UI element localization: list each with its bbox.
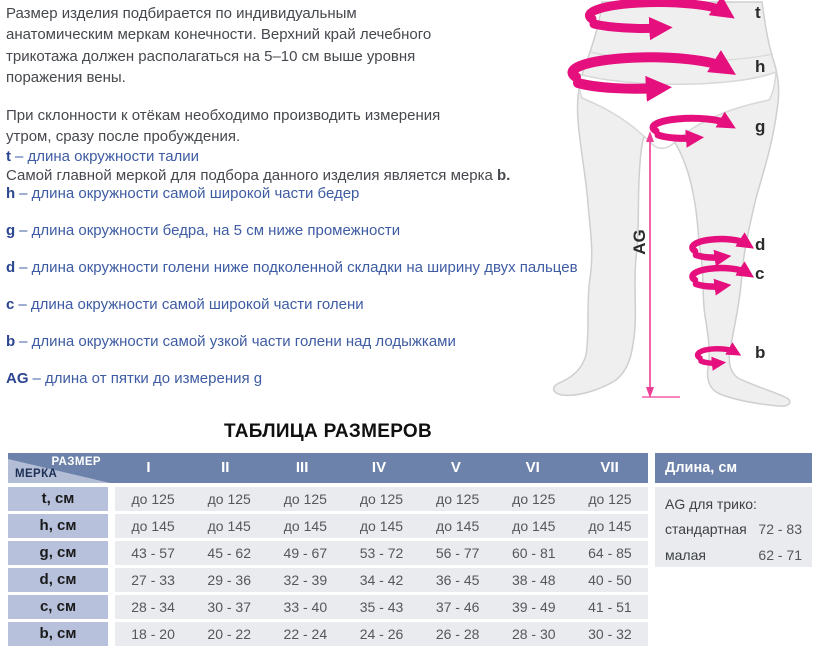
cell: 32 - 39 xyxy=(283,572,328,588)
cell: 30 - 32 xyxy=(588,626,632,642)
table-row-d xyxy=(8,568,648,592)
cell: 53 - 72 xyxy=(359,545,404,561)
column-header-2: II xyxy=(221,459,230,476)
definition-key: AG xyxy=(6,370,29,387)
corner-measure-label: МЕРКА xyxy=(15,468,58,480)
cell: 33 - 40 xyxy=(283,599,328,615)
definition-text: – длина окружности бедра, на 5 см ниже промежности xyxy=(19,222,401,239)
cell: 39 - 49 xyxy=(511,599,556,615)
column-header-6: VI xyxy=(525,459,540,476)
ag-measure-line xyxy=(642,131,680,398)
length-value: 62 - 71 xyxy=(758,547,802,563)
intro-paragraph-1: Размер изделия подбирается по индивидуальным анатомическим меркам конечности. Верхний край лечебного трикотажа должен располагаться на 5–10 см выше уровня поражения вены. xyxy=(6,5,432,86)
cell: 36 - 45 xyxy=(435,572,480,588)
length-row-small xyxy=(665,542,802,568)
cell: 28 - 34 xyxy=(131,599,175,615)
cell: до 145 xyxy=(436,518,480,534)
corner-size-label: РАЗМЕР xyxy=(51,456,101,468)
cell: 56 - 77 xyxy=(435,545,480,561)
row-label: g, см xyxy=(8,541,108,565)
diagram-label-ag: AG xyxy=(630,229,649,255)
definition-key: g xyxy=(6,222,16,239)
legs-measurement-diagram xyxy=(545,0,820,415)
definition-text: – длина от пятки до измерения g xyxy=(32,370,263,387)
definition-text: – длина окружности самой широкой части голени xyxy=(18,296,364,313)
row-values xyxy=(115,487,648,511)
highlight-key: b. xyxy=(496,166,511,184)
cell: 20 - 22 xyxy=(207,626,251,642)
table-row-h xyxy=(8,514,648,538)
definition-text: – длина окружности талии xyxy=(15,148,200,165)
diagram-label-d: d xyxy=(755,235,766,254)
cell: 45 - 62 xyxy=(207,545,251,561)
table-row-g xyxy=(8,541,648,565)
intro-paragraph-2: При склонности к отёкам необходимо производить измерения утром, сразу после пробуждения. xyxy=(6,107,441,146)
cell: 34 - 42 xyxy=(359,572,404,588)
cell: 60 - 81 xyxy=(511,545,556,561)
cell: 30 - 37 xyxy=(207,599,251,615)
cell: до 125 xyxy=(283,491,327,507)
cell: 28 - 30 xyxy=(511,626,556,642)
cell: 24 - 26 xyxy=(359,626,404,642)
cell: 37 - 46 xyxy=(435,599,480,615)
diagram-label-g: g xyxy=(755,117,766,136)
length-label: стандартная xyxy=(665,521,747,537)
table-row-t xyxy=(8,487,648,511)
cell: до 145 xyxy=(283,518,327,534)
cell: до 125 xyxy=(131,491,175,507)
length-panel-title: AG для трико: xyxy=(665,496,757,512)
diagram-label-h: h xyxy=(755,57,766,76)
cell: до 125 xyxy=(588,491,632,507)
highlight-text: Самой главной меркой для подбора данного изделия является мерка xyxy=(6,166,497,184)
column-header-5: V xyxy=(450,459,461,476)
cell: 29 - 36 xyxy=(207,572,251,588)
row-label: t, см xyxy=(8,487,108,511)
row-values xyxy=(115,541,648,565)
row-label: c, см xyxy=(8,595,108,619)
size-table-title: ТАБЛИЦА РАЗМЕРОВ xyxy=(223,421,433,442)
cell: 27 - 33 xyxy=(131,572,175,588)
definition-key: c xyxy=(6,296,15,313)
cell: 26 - 28 xyxy=(435,626,480,642)
definition-key: h xyxy=(6,185,16,202)
row-values xyxy=(115,595,648,619)
row-label: b, см xyxy=(8,622,108,646)
length-row-standard xyxy=(665,516,802,542)
length-value: 72 - 83 xyxy=(758,521,802,537)
cell: до 125 xyxy=(436,491,480,507)
length-label: малая xyxy=(665,547,706,563)
cell: 18 - 20 xyxy=(131,626,175,642)
row-label: h, см xyxy=(8,514,108,538)
cell: 38 - 48 xyxy=(511,572,556,588)
length-panel-body xyxy=(655,487,812,567)
definition-key: d xyxy=(6,259,16,276)
cell: 40 - 50 xyxy=(588,572,632,588)
header-corner-cell xyxy=(8,453,110,483)
diagram-label-t: t xyxy=(755,3,761,22)
size-table-header xyxy=(8,453,648,483)
cell: 35 - 43 xyxy=(359,599,404,615)
column-header-4: IV xyxy=(371,459,387,476)
table-row-b xyxy=(8,622,648,646)
table-row-c xyxy=(8,595,648,619)
cell: 49 - 67 xyxy=(283,545,328,561)
size-table-body xyxy=(8,487,648,649)
row-values xyxy=(115,622,648,646)
row-values xyxy=(115,514,648,538)
size-column-headers xyxy=(110,453,648,483)
cell: 43 - 57 xyxy=(131,545,175,561)
definition-text: – длина окружности самой широкой части бедер xyxy=(19,185,360,202)
cell: до 125 xyxy=(359,491,404,507)
cell: до 125 xyxy=(512,491,556,507)
cell: 41 - 51 xyxy=(588,599,632,615)
cell: до 145 xyxy=(207,518,251,534)
definition-text: – длина окружности самой узкой части голени над лодыжками xyxy=(19,333,456,350)
row-values xyxy=(115,568,648,592)
length-panel-header: Длина, см xyxy=(655,453,812,483)
column-header-3: III xyxy=(295,459,309,476)
cell: до 145 xyxy=(131,518,175,534)
definition-text: – длина окружности голени ниже подколенной складки на ширину двух пальцев xyxy=(19,259,578,276)
diagram-label-c: c xyxy=(755,264,765,283)
column-header-1: I xyxy=(146,459,151,476)
row-label: d, см xyxy=(8,568,108,592)
diagram-label-b: b xyxy=(755,343,766,362)
cell: 22 - 24 xyxy=(283,626,328,642)
cell: до 145 xyxy=(359,518,404,534)
cell: до 145 xyxy=(588,518,632,534)
cell: до 145 xyxy=(512,518,556,534)
definition-key: t xyxy=(6,148,11,165)
column-header-7: VII xyxy=(600,459,619,476)
cell: 64 - 85 xyxy=(588,545,632,561)
definition-key: b xyxy=(6,333,16,350)
cell: до 125 xyxy=(207,491,251,507)
